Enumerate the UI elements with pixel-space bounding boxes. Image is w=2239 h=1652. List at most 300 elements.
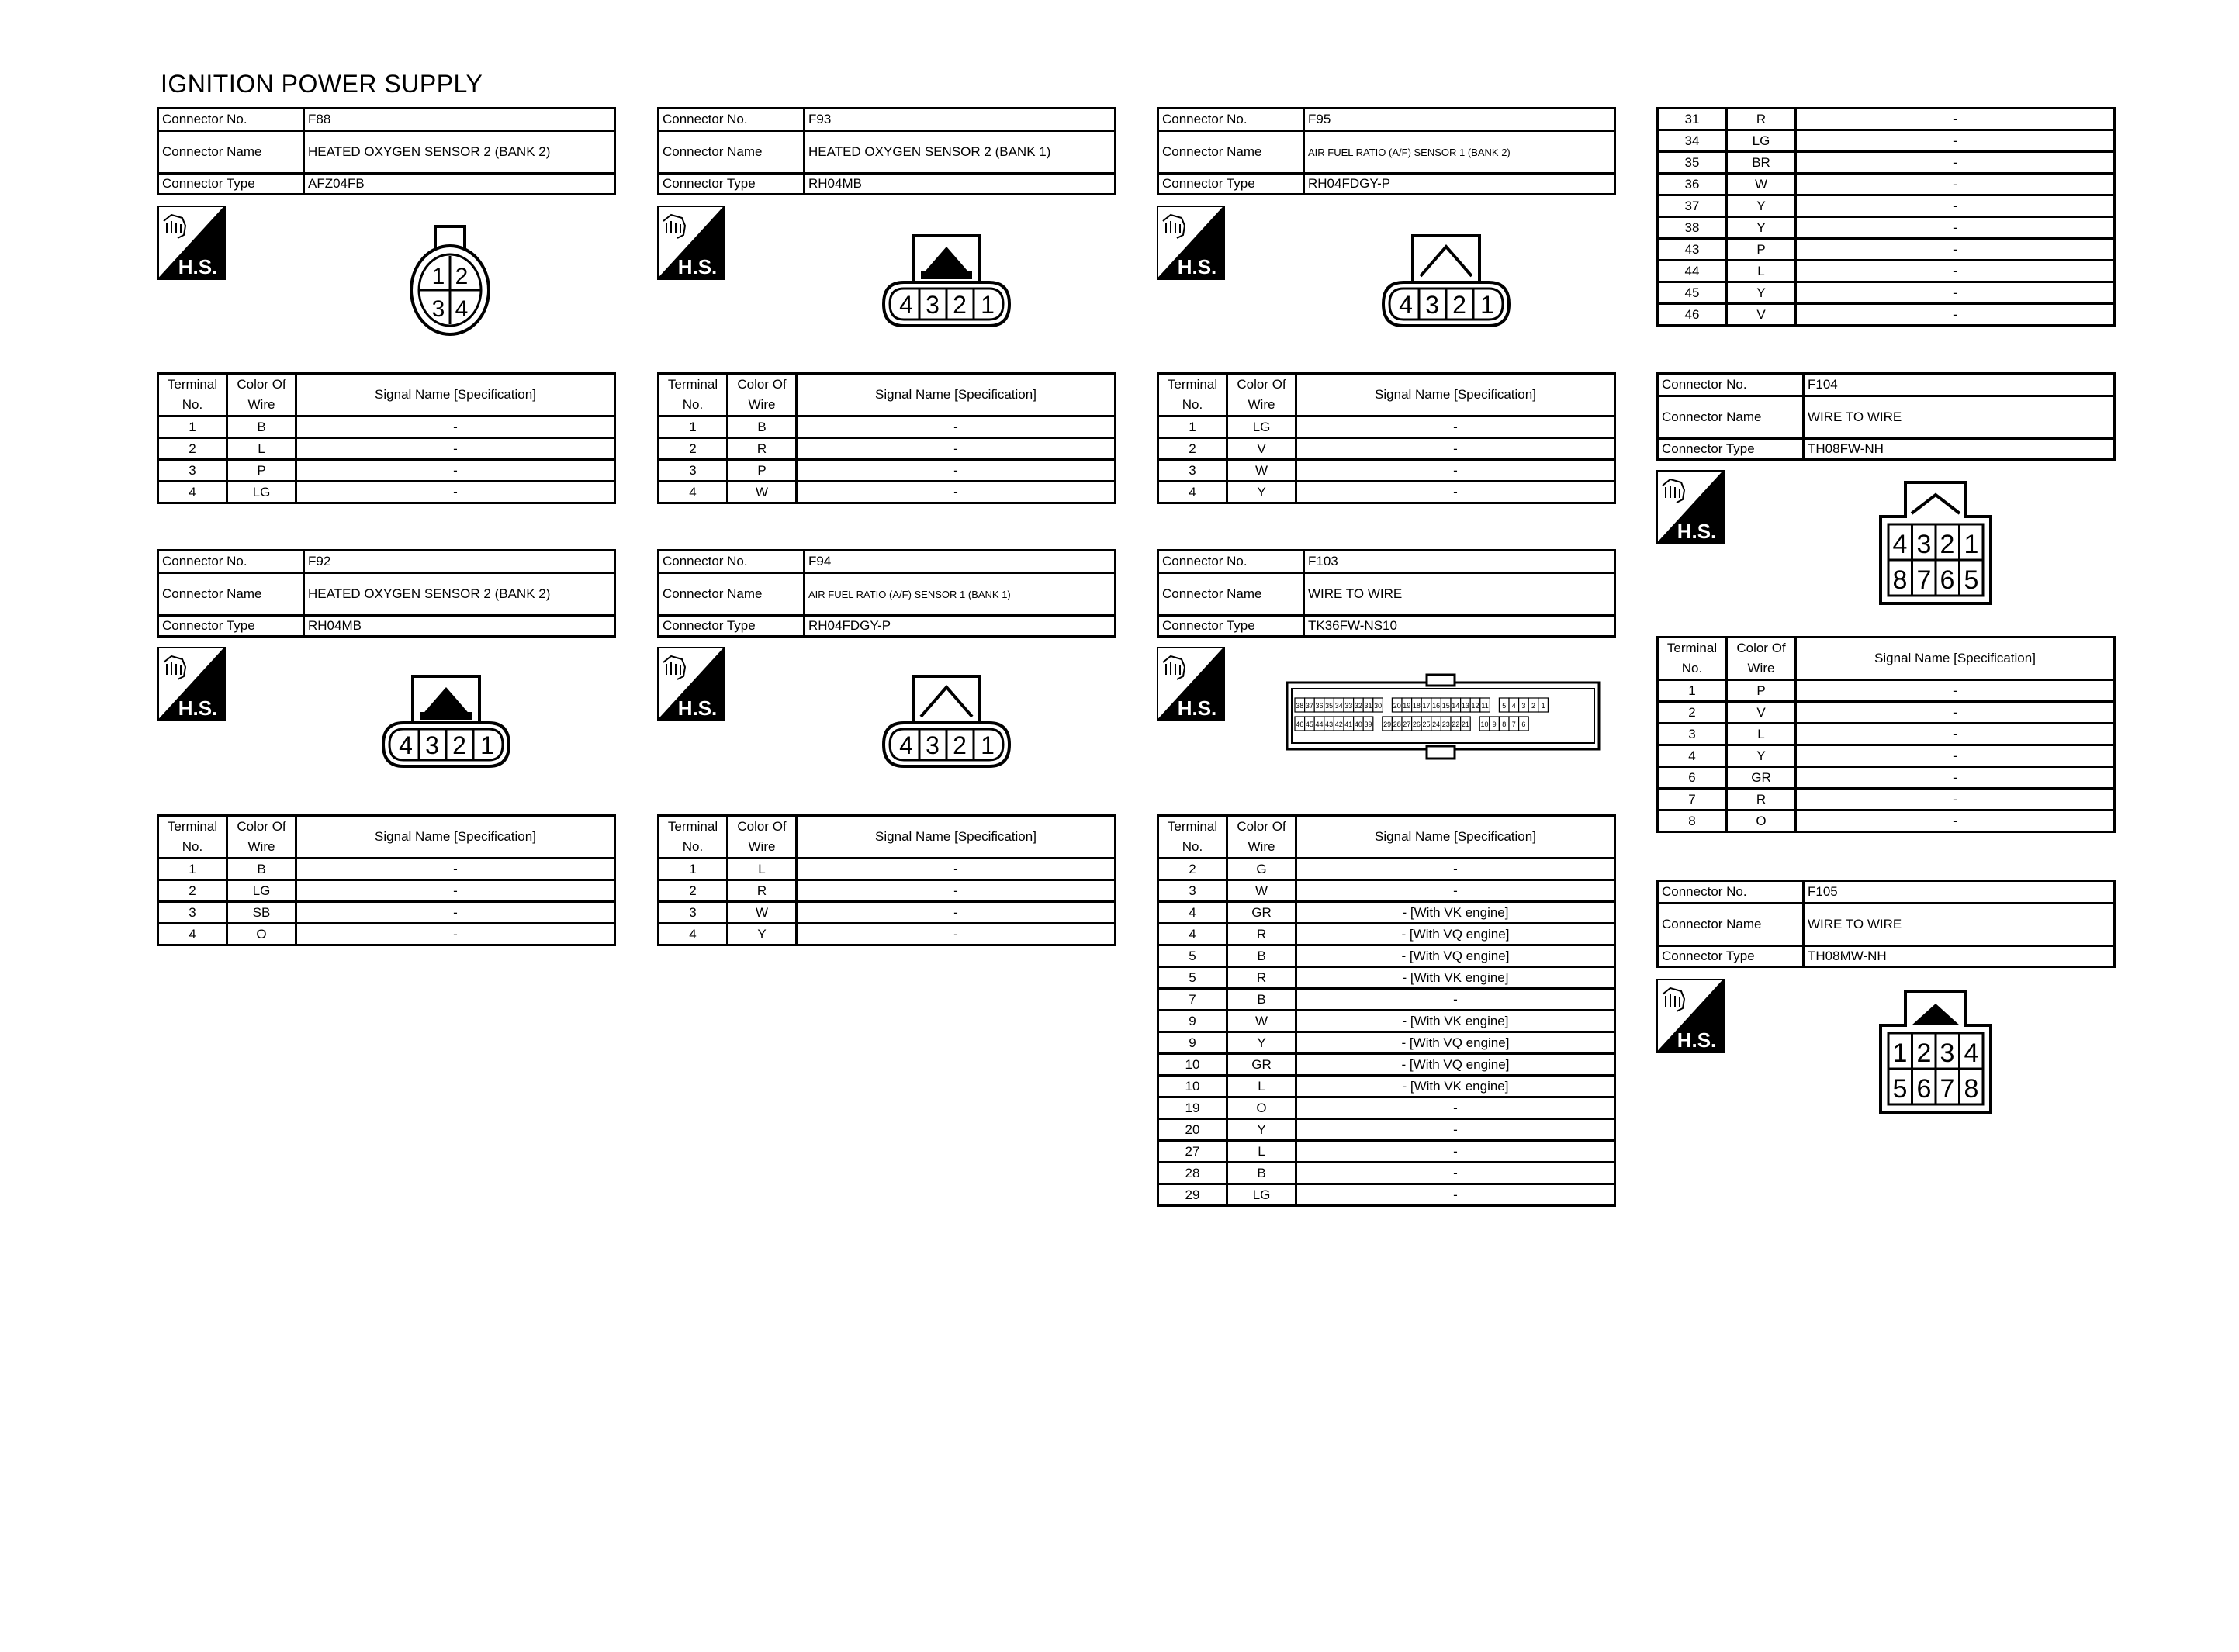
terminal-no-cell: 2 — [158, 880, 227, 902]
connector-no: F95 — [1304, 109, 1615, 131]
pin-label: 2 — [452, 731, 466, 759]
signal-name-cell: - — [1296, 1141, 1615, 1163]
terminal-no-cell: 8 — [1658, 810, 1727, 832]
label-connector-no: Connector No. — [158, 109, 304, 131]
label-connector-no: Connector No. — [1658, 881, 1804, 904]
pin-label: 4 — [1892, 530, 1908, 559]
table-row — [1158, 1054, 1615, 1076]
pin-label: 1 — [1480, 291, 1494, 319]
signal-name-cell: - — [1796, 767, 2115, 789]
table-row — [1158, 1184, 1615, 1206]
wire-color-cell: B — [227, 859, 296, 880]
wire-color-cell: L — [1227, 1076, 1296, 1097]
signal-name-cell: - — [1796, 109, 2115, 130]
col-header-signal: Signal Name [Specification] — [296, 374, 615, 416]
connector-name: HEATED OXYGEN SENSOR 2 (BANK 2) — [304, 131, 615, 174]
wire-color-cell: B — [1227, 945, 1296, 967]
wire-color-cell: GR — [1727, 767, 1796, 789]
wire-color-cell: GR — [1227, 1054, 1296, 1076]
terminal-no-cell: 2 — [659, 880, 728, 902]
terminal-no-cell: 5 — [1158, 945, 1227, 967]
wire-color-cell: P — [1727, 680, 1796, 702]
table-row — [1658, 304, 2115, 326]
wire-color-cell: V — [1727, 304, 1796, 326]
pin-label: 3 — [1521, 702, 1526, 710]
table-row — [1658, 195, 2115, 217]
pin-label: 1 — [1892, 1039, 1908, 1068]
signal-name-cell: - [With VQ engine] — [1296, 945, 1615, 967]
pin-label: 34 — [1334, 702, 1343, 710]
wire-color-cell: R — [728, 880, 797, 902]
connector-type: RH04MB — [805, 174, 1116, 195]
label-connector-type: Connector Type — [659, 174, 805, 195]
connector-face-f88 — [407, 225, 493, 337]
terminal-no-cell: 43 — [1658, 239, 1727, 261]
wire-color-cell: W — [728, 902, 797, 924]
connector-type: RH04MB — [304, 616, 615, 637]
signal-name-cell: - — [1296, 1097, 1615, 1119]
connector-name: WIRE TO WIRE — [1304, 573, 1615, 616]
table-row — [158, 438, 615, 460]
table-row — [1658, 789, 2115, 810]
terminal-no-cell: 44 — [1658, 261, 1727, 282]
wire-color-cell: R — [1227, 967, 1296, 989]
terminal-no-cell: 7 — [1158, 989, 1227, 1011]
terminal-no-cell: 4 — [1658, 745, 1727, 767]
terminal-no-cell: 1 — [1658, 680, 1727, 702]
label-connector-type: Connector Type — [659, 616, 805, 637]
col-header-signal: Signal Name [Specification] — [296, 816, 615, 859]
terminal-table-f104 — [1656, 636, 2116, 833]
terminal-table-f95 — [1157, 372, 1616, 504]
wire-color-cell: P — [728, 460, 797, 482]
table-row — [1658, 261, 2115, 282]
connector-name: HEATED OXYGEN SENSOR 2 (BANK 1) — [805, 131, 1116, 174]
pin-label: 28 — [1393, 721, 1401, 728]
connector-header-f94 — [657, 549, 1116, 638]
pin-label: 36 — [1315, 702, 1324, 710]
signal-name-cell: - [With VK engine] — [1296, 1076, 1615, 1097]
terminal-no-cell: 4 — [659, 482, 728, 503]
wire-color-cell: LG — [1227, 416, 1296, 438]
table-row — [1158, 1032, 1615, 1054]
terminal-no-cell: 20 — [1158, 1119, 1227, 1141]
hs-label: H.S. — [178, 255, 218, 278]
terminal-no-cell: 3 — [1158, 880, 1227, 902]
wire-color-cell: BR — [1727, 152, 1796, 174]
table-row — [1158, 460, 1615, 482]
pin-label: 27 — [1403, 721, 1411, 728]
col-header-color: Color Of Wire — [227, 374, 296, 416]
terminal-no-cell: 5 — [1158, 967, 1227, 989]
label-connector-name: Connector Name — [158, 573, 304, 616]
connector-header-f105 — [1656, 880, 2116, 968]
connector-face-f92 — [380, 673, 512, 770]
connector-header-f93 — [657, 107, 1116, 195]
page-title: IGNITION POWER SUPPLY — [161, 70, 483, 98]
connector-name: WIRE TO WIRE — [1804, 904, 2115, 946]
connector-header-f103 — [1157, 549, 1616, 638]
pin-label: 41 — [1344, 721, 1353, 728]
label-connector-type: Connector Type — [1158, 616, 1304, 637]
connector-type: TK36FW-NS10 — [1304, 616, 1615, 637]
pin-label: 3 — [431, 296, 445, 322]
table-row — [1158, 482, 1615, 503]
wire-color-cell: W — [1227, 460, 1296, 482]
signal-name-cell: - — [1796, 680, 2115, 702]
terminal-no-cell: 3 — [659, 460, 728, 482]
pin-label: 4 — [1964, 1039, 1979, 1068]
terminal-table-f92 — [157, 814, 616, 946]
signal-name-cell: - — [1296, 880, 1615, 902]
col-header-signal: Signal Name [Specification] — [797, 816, 1116, 859]
connector-name: AIR FUEL RATIO (A/F) SENSOR 1 (BANK 2) — [1304, 131, 1615, 174]
col-header-signal: Signal Name [Specification] — [1296, 816, 1615, 859]
label-connector-type: Connector Type — [1158, 174, 1304, 195]
terminal-no-cell: 45 — [1658, 282, 1727, 304]
pin-label: 8 — [1892, 565, 1908, 595]
hs-mark-icon — [1157, 647, 1225, 721]
table-row — [1158, 416, 1615, 438]
pin-label: 29 — [1383, 721, 1392, 728]
table-row — [1158, 967, 1615, 989]
wire-color-cell: GR — [1227, 902, 1296, 924]
pin-label: 22 — [1452, 721, 1460, 728]
pin-label: 1 — [1541, 702, 1545, 710]
connector-face-f103 — [1284, 672, 1602, 762]
signal-name-cell: - — [1296, 1163, 1615, 1184]
label-connector-name: Connector Name — [158, 131, 304, 174]
table-row — [1658, 702, 2115, 724]
terminal-no-cell: 3 — [158, 902, 227, 924]
wire-color-cell: L — [1227, 1141, 1296, 1163]
table-row — [1658, 282, 2115, 304]
pin-label: 5 — [1502, 702, 1507, 710]
pin-label: 9 — [1492, 721, 1497, 728]
pin-label: 1 — [981, 731, 995, 759]
wire-color-cell: R — [1227, 924, 1296, 945]
terminal-no-cell: 27 — [1158, 1141, 1227, 1163]
terminal-no-cell: 2 — [1658, 702, 1727, 724]
wire-color-cell: G — [1227, 859, 1296, 880]
pin-label: 32 — [1354, 702, 1362, 710]
pin-label: 21 — [1461, 721, 1469, 728]
connector-face-f94 — [881, 673, 1012, 770]
connector-face-f104 — [1877, 479, 1994, 607]
wire-color-cell: R — [1727, 109, 1796, 130]
col-header-terminal: Terminal No. — [659, 374, 728, 416]
label-connector-no: Connector No. — [1658, 374, 1804, 396]
label-connector-no: Connector No. — [659, 551, 805, 573]
table-row — [1158, 859, 1615, 880]
connector-no: F104 — [1804, 374, 2115, 396]
wire-color-cell: Y — [1727, 217, 1796, 239]
terminal-no-cell: 4 — [158, 482, 227, 503]
signal-name-cell: - — [797, 482, 1116, 503]
connector-no: F105 — [1804, 881, 2115, 904]
table-row — [1658, 680, 2115, 702]
pin-label: 35 — [1325, 702, 1334, 710]
wire-color-cell: W — [728, 482, 797, 503]
terminal-no-cell: 3 — [158, 460, 227, 482]
pin-label: 19 — [1403, 702, 1411, 710]
table-row — [1658, 217, 2115, 239]
table-row — [1658, 130, 2115, 152]
label-connector-no: Connector No. — [1158, 109, 1304, 131]
label-connector-type: Connector Type — [158, 174, 304, 195]
hs-label: H.S. — [1677, 1028, 1717, 1052]
terminal-no-cell: 9 — [1158, 1011, 1227, 1032]
terminal-no-cell: 10 — [1158, 1054, 1227, 1076]
table-row — [1158, 945, 1615, 967]
wire-color-cell: Y — [1227, 482, 1296, 503]
pin-label: 2 — [1940, 530, 1955, 559]
pin-label: 17 — [1422, 702, 1431, 710]
signal-name-cell: - — [1296, 416, 1615, 438]
wire-color-cell: W — [1227, 1011, 1296, 1032]
pin-label: 40 — [1354, 721, 1362, 728]
terminal-no-cell: 2 — [1158, 859, 1227, 880]
pin-label: 12 — [1471, 702, 1479, 710]
signal-name-cell: - — [797, 460, 1116, 482]
terminal-no-cell: 1 — [659, 859, 728, 880]
connector-name: AIR FUEL RATIO (A/F) SENSOR 1 (BANK 1) — [805, 573, 1116, 616]
hs-label: H.S. — [1177, 255, 1217, 278]
terminal-no-cell: 4 — [659, 924, 728, 945]
signal-name-cell: - [With VK engine] — [1296, 967, 1615, 989]
wire-color-cell: Y — [728, 924, 797, 945]
connector-header-f92 — [157, 549, 616, 638]
table-row — [1158, 924, 1615, 945]
pin-label: 3 — [425, 731, 439, 759]
wire-color-cell: LG — [1727, 130, 1796, 152]
pin-label: 3 — [1940, 1039, 1955, 1068]
pin-label: 38 — [1296, 702, 1304, 710]
pin-label: 13 — [1461, 702, 1469, 710]
terminal-no-cell: 28 — [1158, 1163, 1227, 1184]
pin-label: 20 — [1393, 702, 1401, 710]
signal-name-cell: - [With VQ engine] — [1296, 1032, 1615, 1054]
terminal-no-cell: 7 — [1658, 789, 1727, 810]
table-row — [158, 460, 615, 482]
terminal-table-f103 — [1157, 814, 1616, 1207]
terminal-table-f93 — [657, 372, 1116, 504]
col-header-signal: Signal Name [Specification] — [1796, 638, 2115, 680]
connector-no: F94 — [805, 551, 1116, 573]
table-row — [659, 859, 1116, 880]
signal-name-cell: - — [296, 902, 615, 924]
terminal-no-cell: 2 — [659, 438, 728, 460]
signal-name-cell: - — [1796, 152, 2115, 174]
connector-type: RH04FDGY-P — [1304, 174, 1615, 195]
table-row — [1158, 1097, 1615, 1119]
pin-label: 1 — [981, 291, 995, 319]
hs-mark-icon — [657, 206, 725, 280]
connector-header-f95 — [1157, 107, 1616, 195]
wire-color-cell: Y — [1227, 1119, 1296, 1141]
signal-name-cell: - — [1796, 702, 2115, 724]
connector-type: RH04FDGY-P — [805, 616, 1116, 637]
pin-label: 7 — [1940, 1074, 1955, 1104]
label-connector-name: Connector Name — [659, 131, 805, 174]
connector-name: HEATED OXYGEN SENSOR 2 (BANK 2) — [304, 573, 615, 616]
signal-name-cell: - — [296, 416, 615, 438]
wire-color-cell: O — [227, 924, 296, 945]
terminal-no-cell: 10 — [1158, 1076, 1227, 1097]
table-row — [1158, 1163, 1615, 1184]
signal-name-cell: - — [1796, 217, 2115, 239]
label-connector-type: Connector Type — [158, 616, 304, 637]
col-header-terminal: Terminal No. — [1658, 638, 1727, 680]
table-row — [1658, 174, 2115, 195]
wire-color-cell: Y — [1227, 1032, 1296, 1054]
pin-label: 8 — [1964, 1074, 1979, 1104]
pin-label: 6 — [1940, 565, 1955, 595]
pin-label: 31 — [1364, 702, 1372, 710]
wire-color-cell: W — [1727, 174, 1796, 195]
connector-name: WIRE TO WIRE — [1804, 396, 2115, 439]
wire-color-cell: P — [1727, 239, 1796, 261]
terminal-no-cell: 4 — [1158, 902, 1227, 924]
pin-label: 45 — [1305, 721, 1313, 728]
terminal-no-cell: 6 — [1658, 767, 1727, 789]
pin-label: 33 — [1344, 702, 1353, 710]
signal-name-cell: - — [1296, 989, 1615, 1011]
wire-color-cell: L — [1727, 724, 1796, 745]
pin-label: 11 — [1481, 702, 1489, 710]
terminal-no-cell: 38 — [1658, 217, 1727, 239]
pin-label: 10 — [1480, 721, 1489, 728]
col-header-color: Color Of Wire — [1727, 638, 1796, 680]
terminal-table-f103-continued — [1656, 107, 2116, 327]
terminal-no-cell: 29 — [1158, 1184, 1227, 1206]
table-row — [158, 902, 615, 924]
table-row — [158, 482, 615, 503]
label-connector-name: Connector Name — [1658, 396, 1804, 439]
signal-name-cell: - [With VQ engine] — [1296, 1054, 1615, 1076]
pin-label: 39 — [1364, 721, 1372, 728]
label-connector-no: Connector No. — [158, 551, 304, 573]
table-row — [1158, 1141, 1615, 1163]
label-connector-no: Connector No. — [1158, 551, 1304, 573]
pin-label: 18 — [1412, 702, 1421, 710]
pin-label: 14 — [1452, 702, 1460, 710]
signal-name-cell: - — [1796, 304, 2115, 326]
pin-label: 2 — [455, 264, 469, 289]
signal-name-cell: - — [1296, 460, 1615, 482]
table-row — [659, 438, 1116, 460]
terminal-no-cell: 36 — [1658, 174, 1727, 195]
hs-mark-icon — [1157, 206, 1225, 280]
connector-header-f88 — [157, 107, 616, 195]
terminal-no-cell: 2 — [1158, 438, 1227, 460]
signal-name-cell: - — [296, 482, 615, 503]
table-row — [158, 880, 615, 902]
signal-name-cell: - — [296, 438, 615, 460]
pin-label: 24 — [1432, 721, 1441, 728]
pin-label: 2 — [1531, 702, 1536, 710]
signal-name-cell: - — [1796, 130, 2115, 152]
pin-label: 6 — [1916, 1074, 1932, 1104]
wire-color-cell: R — [1727, 789, 1796, 810]
pin-label: 7 — [1916, 565, 1932, 595]
table-row — [1158, 1011, 1615, 1032]
signal-name-cell: - — [296, 880, 615, 902]
pin-label: 4 — [1511, 702, 1516, 710]
wire-color-cell: L — [1727, 261, 1796, 282]
pin-label: 4 — [399, 731, 413, 759]
signal-name-cell: - — [797, 416, 1116, 438]
terminal-no-cell: 1 — [659, 416, 728, 438]
terminal-no-cell: 46 — [1658, 304, 1727, 326]
terminal-no-cell: 1 — [1158, 416, 1227, 438]
hs-label: H.S. — [677, 696, 718, 720]
signal-name-cell: - — [797, 859, 1116, 880]
signal-name-cell: - — [1796, 282, 2115, 304]
hs-label: H.S. — [1677, 520, 1717, 543]
table-row — [1658, 767, 2115, 789]
signal-name-cell: - — [797, 438, 1116, 460]
terminal-no-cell: 2 — [158, 438, 227, 460]
wire-color-cell: P — [227, 460, 296, 482]
signal-name-cell: - — [1796, 239, 2115, 261]
connector-face-f105 — [1877, 988, 1994, 1115]
signal-name-cell: - — [797, 902, 1116, 924]
hs-label: H.S. — [178, 696, 218, 720]
pin-label: 43 — [1325, 721, 1334, 728]
pin-label: 2 — [953, 731, 967, 759]
terminal-no-cell: 31 — [1658, 109, 1727, 130]
pin-label: 1 — [1964, 530, 1979, 559]
label-connector-name: Connector Name — [1658, 904, 1804, 946]
wire-color-cell: Y — [1727, 745, 1796, 767]
pin-label: 42 — [1334, 721, 1343, 728]
terminal-no-cell: 19 — [1158, 1097, 1227, 1119]
pin-label: 4 — [899, 291, 913, 319]
pin-label: 4 — [1399, 291, 1413, 319]
signal-name-cell: - — [1796, 745, 2115, 767]
table-row — [1158, 1076, 1615, 1097]
wire-color-cell: B — [1227, 989, 1296, 1011]
wire-color-cell: L — [728, 859, 797, 880]
signal-name-cell: - — [296, 859, 615, 880]
col-header-color: Color Of Wire — [728, 816, 797, 859]
pin-label: 37 — [1305, 702, 1313, 710]
col-header-color: Color Of Wire — [1227, 816, 1296, 859]
signal-name-cell: - — [1796, 789, 2115, 810]
terminal-no-cell: 35 — [1658, 152, 1727, 174]
signal-name-cell: - — [1296, 859, 1615, 880]
hs-mark-icon — [157, 647, 226, 721]
col-header-terminal: Terminal No. — [659, 816, 728, 859]
pin-label: 7 — [1511, 721, 1516, 728]
terminal-no-cell: 34 — [1658, 130, 1727, 152]
wire-color-cell: B — [1227, 1163, 1296, 1184]
connector-no: F93 — [805, 109, 1116, 131]
pin-label: 3 — [1425, 291, 1439, 319]
col-header-terminal: Terminal No. — [158, 816, 227, 859]
hs-label: H.S. — [1177, 696, 1217, 720]
signal-name-cell: - — [797, 924, 1116, 945]
hs-mark-icon — [1656, 470, 1725, 544]
pin-label: 23 — [1441, 721, 1450, 728]
pin-label: 4 — [455, 296, 469, 322]
pin-label: 3 — [926, 731, 940, 759]
connector-no: F92 — [304, 551, 615, 573]
col-header-color: Color Of Wire — [1227, 374, 1296, 416]
table-row — [1658, 152, 2115, 174]
pin-label: 3 — [926, 291, 940, 319]
